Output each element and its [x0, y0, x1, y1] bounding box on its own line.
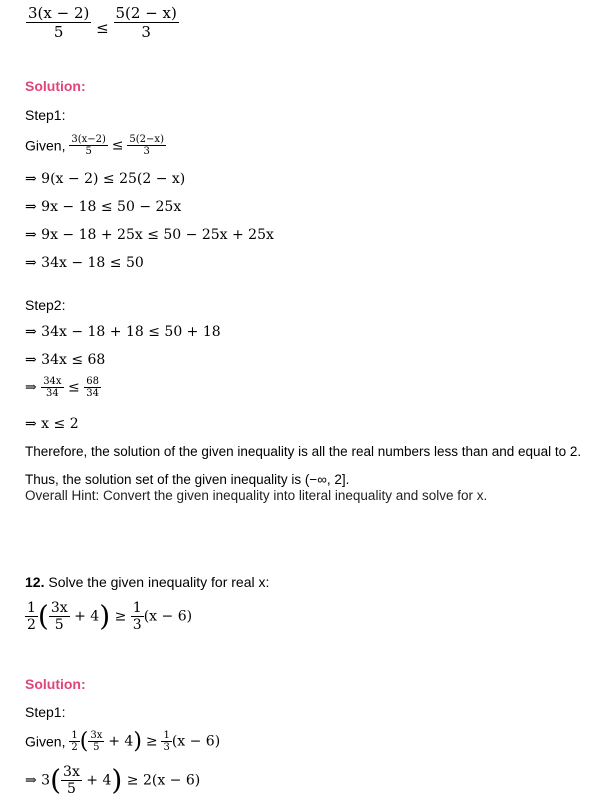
denominator: 3	[163, 742, 170, 753]
rhs-term: ≥ 2(x − 6)	[126, 772, 201, 789]
numerator: 68	[86, 376, 99, 387]
therefore-text: Therefore, the solution of the given inequality is all the real numbers less than and equal to 2.	[25, 444, 582, 459]
numerator: 1	[163, 730, 170, 741]
given-line	[25, 134, 166, 157]
numerator: 3(x−2)	[71, 134, 106, 145]
operator: ≤	[96, 18, 109, 37]
fraction	[88, 730, 104, 753]
rhs-term: (x − 6)	[143, 608, 193, 625]
numerator: 1	[71, 730, 78, 741]
numerator: 3(x − 2)	[28, 4, 90, 22]
denominator: 3	[141, 23, 151, 41]
question-header	[25, 574, 269, 590]
operator: ≤	[111, 137, 124, 154]
numerator: 1	[27, 600, 36, 616]
fraction	[41, 376, 63, 399]
question-inequality	[25, 600, 192, 633]
solution-label: Solution:	[25, 676, 86, 692]
denominator: 5	[53, 23, 64, 41]
operator: ≤	[68, 379, 80, 396]
step-line-fraction	[25, 764, 200, 797]
fraction	[131, 600, 144, 633]
denominator: 5	[93, 742, 100, 753]
numerator: 3x	[63, 764, 80, 780]
step-line: ⇒ 9x − 18 + 25x ≤ 50 − 25x + 25x	[25, 227, 274, 243]
left-paren: (	[37, 599, 49, 633]
fraction	[84, 376, 101, 399]
step-line: ⇒ 34x − 18 + 18 ≤ 50 + 18	[25, 324, 221, 340]
fraction	[61, 764, 82, 797]
fraction	[127, 134, 166, 157]
fraction	[25, 600, 38, 633]
numerator: 5(2−x)	[129, 134, 164, 145]
left-paren: (	[50, 763, 62, 797]
step-label: Step1:	[25, 704, 66, 720]
plus-term: + 4	[86, 772, 112, 789]
operator: ≥	[145, 733, 158, 750]
left-paren: (	[79, 729, 89, 754]
step-line-fraction	[25, 376, 101, 399]
plus-term: + 4	[108, 733, 134, 750]
denominator: 5	[54, 617, 64, 633]
solution-label: Solution:	[25, 78, 86, 94]
numerator: 3x	[50, 600, 68, 616]
thus-text: Thus, the solution set of the given inequality is (−∞, 2].	[25, 472, 350, 487]
implies-arrow: ⇒ 3	[25, 772, 51, 789]
denominator: 3	[132, 617, 142, 633]
right-paren: )	[111, 763, 123, 797]
step-line: ⇒ 34x ≤ 68	[25, 352, 106, 368]
rhs-term: (x − 6)	[171, 733, 221, 750]
numerator: 5(2 − x)	[115, 4, 177, 22]
question-number: 12.	[25, 574, 45, 590]
step-line: ⇒ 34x − 18 ≤ 50	[25, 255, 144, 271]
step-line: ⇒ x ≤ 2	[25, 416, 79, 432]
operator: ≥	[114, 608, 127, 625]
numerator: 1	[132, 600, 142, 616]
numerator: 34x	[43, 376, 62, 387]
numerator: 3x	[90, 730, 103, 741]
right-paren: )	[99, 599, 111, 633]
top-inequality	[26, 4, 179, 41]
fraction	[69, 730, 79, 753]
question-text: Solve the given inequality for real x:	[48, 574, 270, 590]
plus-term: + 4	[74, 608, 100, 625]
fraction	[161, 730, 171, 753]
step-line: ⇒ 9(x − 2) ≤ 25(2 − x)	[25, 171, 186, 187]
right-paren: )	[133, 729, 142, 754]
fraction	[49, 600, 70, 633]
denominator: 2	[27, 617, 36, 633]
implies-arrow: ⇒	[25, 379, 37, 396]
fraction	[114, 4, 179, 41]
given-line	[25, 729, 220, 754]
hint-text: Overall Hint: Convert the given inequality into literal inequality and solve for x.	[25, 488, 488, 503]
denominator: 34	[86, 388, 99, 399]
fraction	[69, 134, 108, 157]
denominator: 5	[66, 781, 76, 797]
fraction	[26, 4, 91, 41]
given-word: Given,	[25, 733, 66, 750]
denominator: 2	[71, 742, 78, 753]
denominator: 3	[143, 146, 150, 157]
denominator: 34	[46, 388, 59, 399]
denominator: 5	[85, 146, 92, 157]
step-label: Step2:	[25, 297, 66, 313]
step-label: Step1:	[25, 107, 66, 123]
step-line: ⇒ 9x − 18 ≤ 50 − 25x	[25, 199, 182, 215]
given-word: Given,	[25, 137, 66, 154]
